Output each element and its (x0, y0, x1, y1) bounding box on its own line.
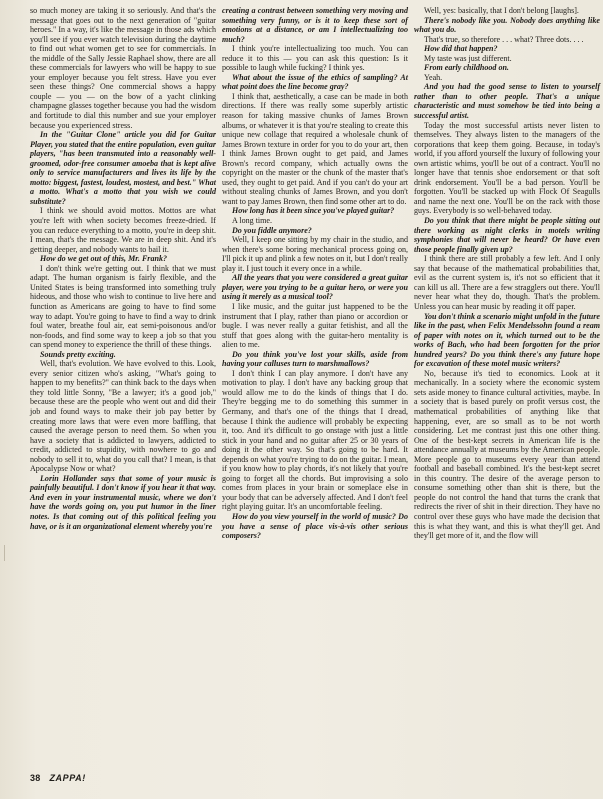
interview-answer: I think that, aesthetically, a case can be made in both directions. If there was really some superbly artistic reason for taking massive chunks of James Brown albums, or whatever it is that you're stealing to create this unique new collage that required a wholesale chunk of James Brown texture in order for you to do your art, then I think James Brown ought to get paid, and James Brown's record company, which actually owns the copyright on the master or the chunk of the master that's used, they ought to get paid. And if you can't do your art without stealing chunks of James Brown, and you don't want to pay James Brown, then find some other art to do. (222, 91, 408, 206)
interview-question: From early childhood on. (424, 63, 509, 73)
interview-question: Do you think that there might be people sitting out there working as night clerks in motels writing symphonies that will never be heard? Or have even those people finally given up? (414, 216, 600, 254)
interview-answer: No, because it's tied to economics. Look at it mechanically. In a society where the economic system sets aside money to finance cultural activities, maybe. In a society that is based purely on profit versus cost, the mathematical probabilities of anything like that happening, ever, are so small as to be not worth considering. Let me contrast just this one other thing. One of the best-kept secrets in American life is the attendance annually at museums by the American people. More people go to museums every year than attend football and baseball combined. It's the best-kept secret in this country. The desire of the average person to consume something other than shit is there, but the people do not control the hand that turns the crank that redirects the river of shit in their direction. They have no control over these guys who have made the decision that this is what they want, and this is what they'll get. And they'll get more of it, and the flow will (414, 368, 600, 541)
interview-question: In the "Guitar Clone" article you did for Guitar Player, you stated that the entire population, even guitar players, "has been transmuted into a reasonably well-groomed, odor-free consumer amoeba that is kept alive only to service manufacturers and lives its life by the motto: biggest, fastest, loudest, mostest, and best." What a motto. What's a motto that you wish we could substitute? (30, 130, 216, 206)
interview-answer: so much money are taking it so seriously. And that's the message that goes out to the next generation of "guitar heroes." In a way, it's like the message in those ads which you'll see if you ever watch television during the daytime to find out what women get to see for commercials. In the middle of the Sally Jessie Raphael show, there are all these commercials for lawyers who will be happy to sue your employer because you felt stress. Have you ever seen these things? One commercial shows a happy couple — you — on the bow of a yacht clinking champagne glasses together because you had the wisdom and fortitude to dial this number and sue your employer because you experienced stress. (30, 6, 216, 130)
interview-answer: My taste was just different. (424, 53, 512, 63)
interview-question: How did that happen? (424, 44, 498, 54)
column-middle (222, 6, 408, 541)
interview-question: What about the issue of the ethics of sampling? At what point does the line become gray? (222, 72, 408, 92)
interview-answer: Well, yes: basically, that I don't belong [laughs]. (424, 6, 579, 15)
interview-question: How do we get out of this, Mr. Frank? (40, 254, 167, 264)
page-number: 38 (30, 773, 41, 783)
interview-question: There's nobody like you. Nobody does anything like what you do. (414, 15, 600, 35)
interview-question: And you had the good sense to listen to yourself rather than to other people. That's a unique characteristic and must somehow be tied into being a successful artist. (414, 82, 600, 121)
interview-answer: Well, that's evolution. We have evolved to this. Look, every senior citizen who's asking, "What's going to happen to my benefits?" can think back to the days when they told little Sonny, "Be a lawyer; it's a good job," because these are the people who went out and did their job and found ways to make their job pay better by creating more laws that were even more baffling, that caused the average person to need them. So when you have a society that is addicted to lawyers, addicted to credit, addicted to stupidity, with nowhere to go and nobody to sell it to, what do you call that? I mean, is that Apocalypse Now or what? (30, 359, 216, 474)
column-right (414, 6, 600, 541)
page-footer (30, 773, 86, 783)
interview-question: Do you fiddle anymore? (232, 225, 312, 235)
magazine-name: ZAPPA! (49, 773, 86, 783)
interview-question: creating a contrast between something very moving and something very funny, or is it to keep these sort of emotions at a distance, or am I intellectualizing too much? (222, 6, 408, 44)
interview-answer: I don't think we're getting out. I think that we must adapt. The human organism is fairly flexible, and the United States is being transformed into something truly hideous, and those who wish to continue to live here and function as Americans are going to have to find some way to adapt. You're going to have to find a way to drink foul water, breathe foul air, eat semi-poisonous and/or non-foods, and find some way to keep a job so that you can spend money to experience the thrill of these things. (30, 263, 216, 350)
interview-question: You don't think a scenario might unfold in the future like in the past, when Felix Mendelssohn found a ream of paper with notes on it, which turned out to be the works of Bach, who had been forgotten for the prior hundred years? Do you think there's any future hope for excavation of these motel music writers? (414, 311, 600, 369)
interview-answer: I think you're intellectualizing too much. You can reduce it to this — you can ask this question: Is it possible to laugh while fucking? I think yes. (222, 44, 408, 73)
interview-question: How long has it been since you've played guitar? (232, 206, 395, 216)
interview-answer: A long time. (232, 216, 273, 226)
interview-answer: I don't think I can play anymore. I don't have any motivation to play. I don't have any backing group that would allow me to do the kinds of things that I do. They're begging me to do something this summer in Germany, and that's one of the things that I dread, because I think the audience will probably be expecting it, too. And it's difficult to go onstage with just a little stick in your hand and no guitar after 25 or 30 years of doing it the other way. So that's going to be hard. It depends on what you're trying to do on the guitar. I mean, if you know how to play chords, it's not likely that you're going to forget all the chords. But improvising a solo comes from places in your brain or someplace else in your body that can be adversely affected. And I don't feel right playing guitar. It's an uncomfortable feeling. (222, 368, 408, 512)
interview-answer: Well, I keep one sitting by my chair in the studio, and when there's some boring mechanical process going on, I'll pick it up and plink a few notes on it, but I don't really play it. I just touch it every once in a while. (222, 235, 408, 273)
interview-question: Sounds pretty exciting. (40, 349, 116, 359)
interview-answer: Today the most successful artists never listen to themselves. They always listen to the managers of the corporations that keep them going. Because, in today's world, if you afford yourself the luxury of following your own artistic whims, you'll be out of a contract. You'll no longer have that tennis shoe endorsement or that soft drink endorsement. You'll be a bad person. You'll be forgotten. You'll be stacked up with Flock Of Seagulls and name the next one. You'll be on the rack with those guys. Everybody is so well-behaved today. (414, 120, 600, 216)
interview-answer: Yeah. (424, 72, 443, 82)
interview-answer: I think there are still probably a few left. And I only say that because of the mathematical probabilities that, evil as the current system is, it's not so efficient that it can kill us all. There are a few stragglers out there. You'll never hear what they do, though. That's the problem. Unless you can hear music by reading it off paper. (414, 254, 600, 311)
interview-answer: That's true, so therefore . . . what? Three dots. . . . (424, 34, 584, 44)
interview-question: All the years that you were considered a great guitar player, were you trying to be a guitar hero, or were you using it merely as a musical tool? (222, 273, 408, 302)
interview-answer: I think we should avoid mottos. Mottos are what you're left with when society becomes freeze-dried. If you can reduce everything to a motto, you're in deep shit. I mean, that's the message. We are in deep shit. And it's getting deeper, and nobody wants to bail it. (30, 206, 216, 254)
interview-question: Do you think you've lost your skills, aside from having your calluses turn to marshmallows? (222, 349, 408, 369)
interview-question: How do you view yourself in the world of music? Do you have a sense of place vis-à-vis other serious composers? (222, 511, 408, 541)
column-left (30, 6, 216, 531)
interview-answer: I like music, and the guitar just happened to be the instrument that I play, rather than piano or accordion or bugle. I was never really a guitar fetishist, and all the stuff that goes along with the guitar-hero mentality is alien to me. (222, 301, 408, 350)
margin-mark (4, 545, 8, 561)
interview-question: Lorin Hollander says that some of your music is painfully beautiful. I don't know if you hear it that way. And even in your instrumental music, where we don't have the words going on, you put humor in the liner notes. Is that coming out of this political feeling you have, or is it an organizational element whereby you're (30, 473, 216, 531)
